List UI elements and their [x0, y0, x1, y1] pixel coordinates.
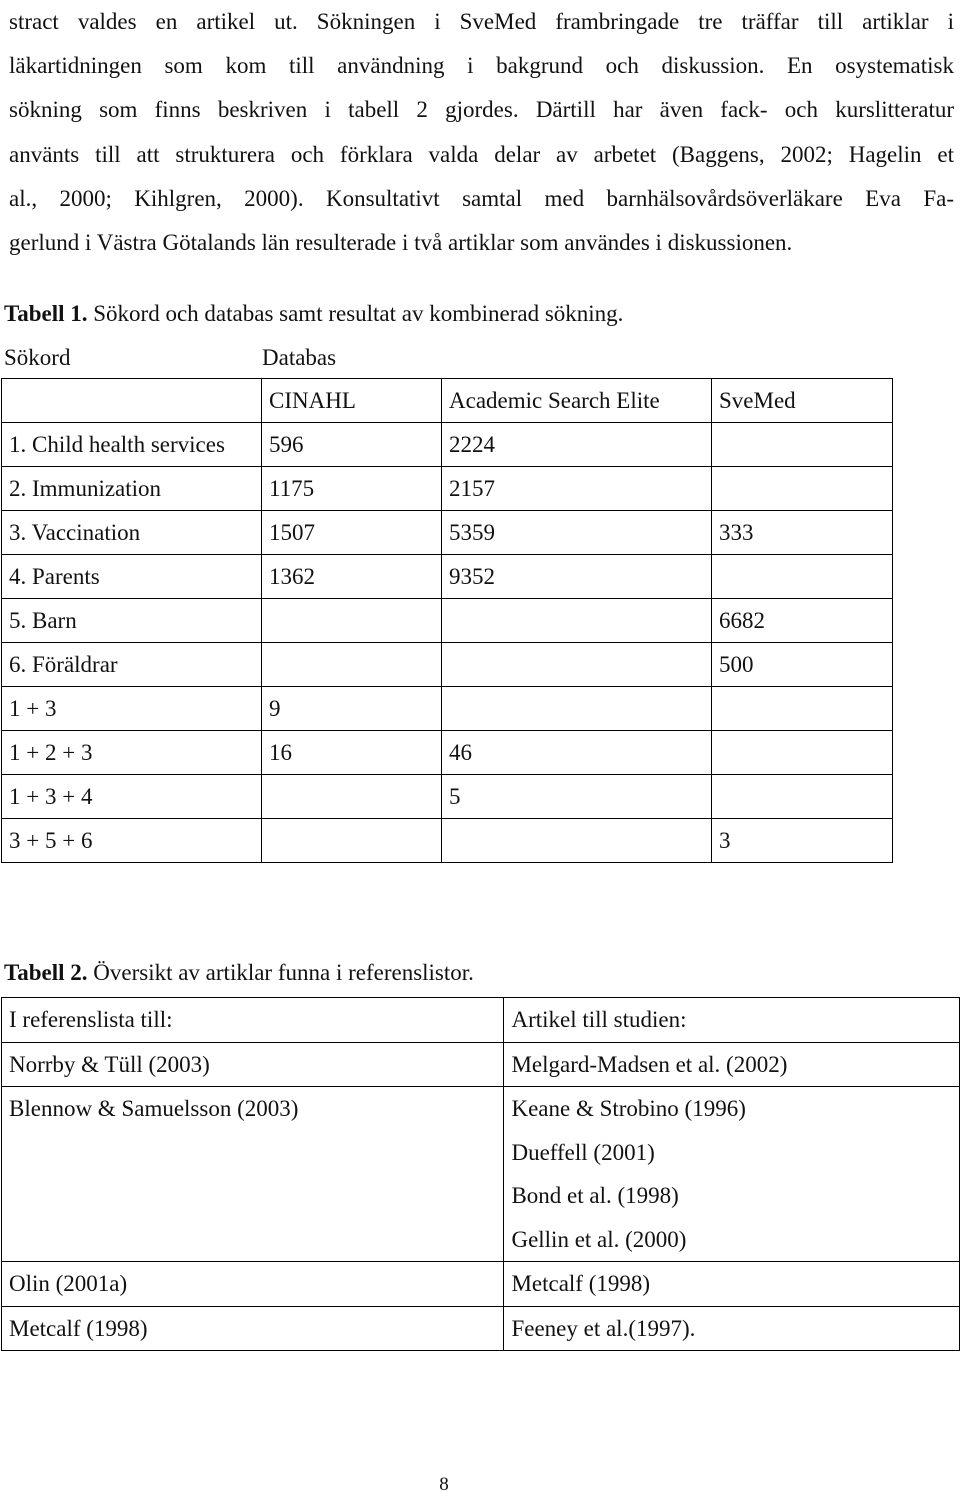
table-cell: 3. Vaccination — [2, 511, 262, 555]
table-cell: 1 + 2 + 3 — [2, 731, 262, 775]
paragraph-line: gerlund i Västra Götalands län resulterade i två artiklar som användes i diskussionen. — [9, 230, 793, 256]
table-cell: 2. Immunization — [2, 467, 262, 511]
table-header-cell: SveMed — [712, 379, 893, 423]
table-cell: Keane & Strobino (1996) Dueffell (2001) Bond et al. (1998) Gellin et al. (2000) — [504, 1087, 960, 1262]
table-cell: 5. Barn — [2, 599, 262, 643]
table-row — [2, 1306, 960, 1351]
table-cell: Blennow & Samuelsson (2003) — [2, 1087, 504, 1262]
table-cell — [262, 599, 442, 643]
reference-list-table — [1, 997, 960, 1351]
table-header-cell — [2, 379, 262, 423]
table-row — [2, 731, 893, 775]
table-cell: 4. Parents — [2, 555, 262, 599]
table-row — [2, 1087, 960, 1262]
table-row — [2, 775, 893, 819]
table-cell — [712, 731, 893, 775]
table1-caption — [4, 300, 623, 328]
table-cell — [262, 819, 442, 863]
page-number: 8 — [439, 1474, 449, 1495]
table-cell — [442, 599, 712, 643]
table-cell — [262, 775, 442, 819]
table-cell: 6. Föräldrar — [2, 643, 262, 687]
table-cell: 3 + 5 + 6 — [2, 819, 262, 863]
table-row — [2, 643, 893, 687]
paragraph-line: sökning som finns beskriven i tabell 2 gjordes. Därtill har även fack- och kurslitteratur — [9, 97, 954, 123]
body-paragraph — [9, 0, 954, 265]
table-cell: 2157 — [442, 467, 712, 511]
table-cell: 2224 — [442, 423, 712, 467]
table-row — [2, 599, 893, 643]
table-cell: Melgard-Madsen et al. (2002) — [504, 1042, 960, 1087]
table-cell: 1175 — [262, 467, 442, 511]
table-cell: Norrby & Tüll (2003) — [2, 1042, 504, 1087]
table-cell: Olin (2001a) — [2, 1262, 504, 1307]
table-row — [2, 687, 893, 731]
table-cell — [442, 687, 712, 731]
table-cell: Feeney et al.(1997). — [504, 1306, 960, 1351]
table-cell: 5 — [442, 775, 712, 819]
table-cell: 3 — [712, 819, 893, 863]
paragraph-line: al., 2000; Kihlgren, 2000). Konsultativt samtal med barnhälsovårdsöverläkare Eva Fa- — [9, 185, 954, 211]
table-row — [2, 1262, 960, 1307]
table-row — [2, 819, 893, 863]
table-header-cell: Artikel till studien: — [504, 998, 960, 1043]
table-cell — [262, 643, 442, 687]
table-cell: 6682 — [712, 599, 893, 643]
table-header-cell: CINAHL — [262, 379, 442, 423]
table-header-row — [2, 379, 893, 423]
table-cell: 1507 — [262, 511, 442, 555]
table-row — [2, 423, 893, 467]
table2-caption — [4, 959, 474, 987]
table1-caption-label: Tabell 1. — [4, 301, 88, 326]
table-cell: 1362 — [262, 555, 442, 599]
table-cell — [712, 423, 893, 467]
search-results-table — [1, 378, 893, 863]
table-cell: 9 — [262, 687, 442, 731]
table-cell: 1 + 3 + 4 — [2, 775, 262, 819]
table-cell: Metcalf (1998) — [504, 1262, 960, 1307]
table-cell: 46 — [442, 731, 712, 775]
table-cell — [712, 555, 893, 599]
table-cell: Metcalf (1998) — [2, 1306, 504, 1351]
paragraph-line: stract valdes en artikel ut. Sökningen i SveMed frambringade tre träffar till artiklar i — [9, 9, 954, 34]
paragraph-line: läkartidningen som kom till användning i bakgrund och diskussion. En osystematisk — [9, 53, 954, 79]
table-cell — [712, 467, 893, 511]
table2-caption-text: Översikt av artiklar funna i referenslistor. — [87, 960, 474, 985]
table-header-cell: I referenslista till: — [2, 998, 504, 1043]
table-row — [2, 555, 893, 599]
table-cell — [712, 687, 893, 731]
table-cell: 16 — [262, 731, 442, 775]
table-cell: 333 — [712, 511, 893, 555]
table-header-cell: Academic Search Elite — [442, 379, 712, 423]
table-cell — [442, 643, 712, 687]
table-cell: 9352 — [442, 555, 712, 599]
table-cell — [712, 775, 893, 819]
table-cell: 500 — [712, 643, 893, 687]
table-row — [2, 1042, 960, 1087]
table-cell: 5359 — [442, 511, 712, 555]
table-row — [2, 467, 893, 511]
table1-caption-text: Sökord och databas samt resultat av kombinerad sökning. — [87, 301, 624, 326]
table-cell: 1 + 3 — [2, 687, 262, 731]
table1-header-sokord: Sökord — [4, 345, 71, 370]
table1-header-databas: Databas — [262, 345, 337, 370]
table-row — [2, 511, 893, 555]
table-header-row — [2, 998, 960, 1043]
table-cell — [442, 819, 712, 863]
table2-caption-label: Tabell 2. — [4, 960, 88, 985]
paragraph-line: använts till att strukturera och förklara valda delar av arbetet (Baggens, 2002; Hagelin et — [9, 141, 954, 167]
table-cell: 1. Child health services — [2, 423, 262, 467]
table-cell: 596 — [262, 423, 442, 467]
